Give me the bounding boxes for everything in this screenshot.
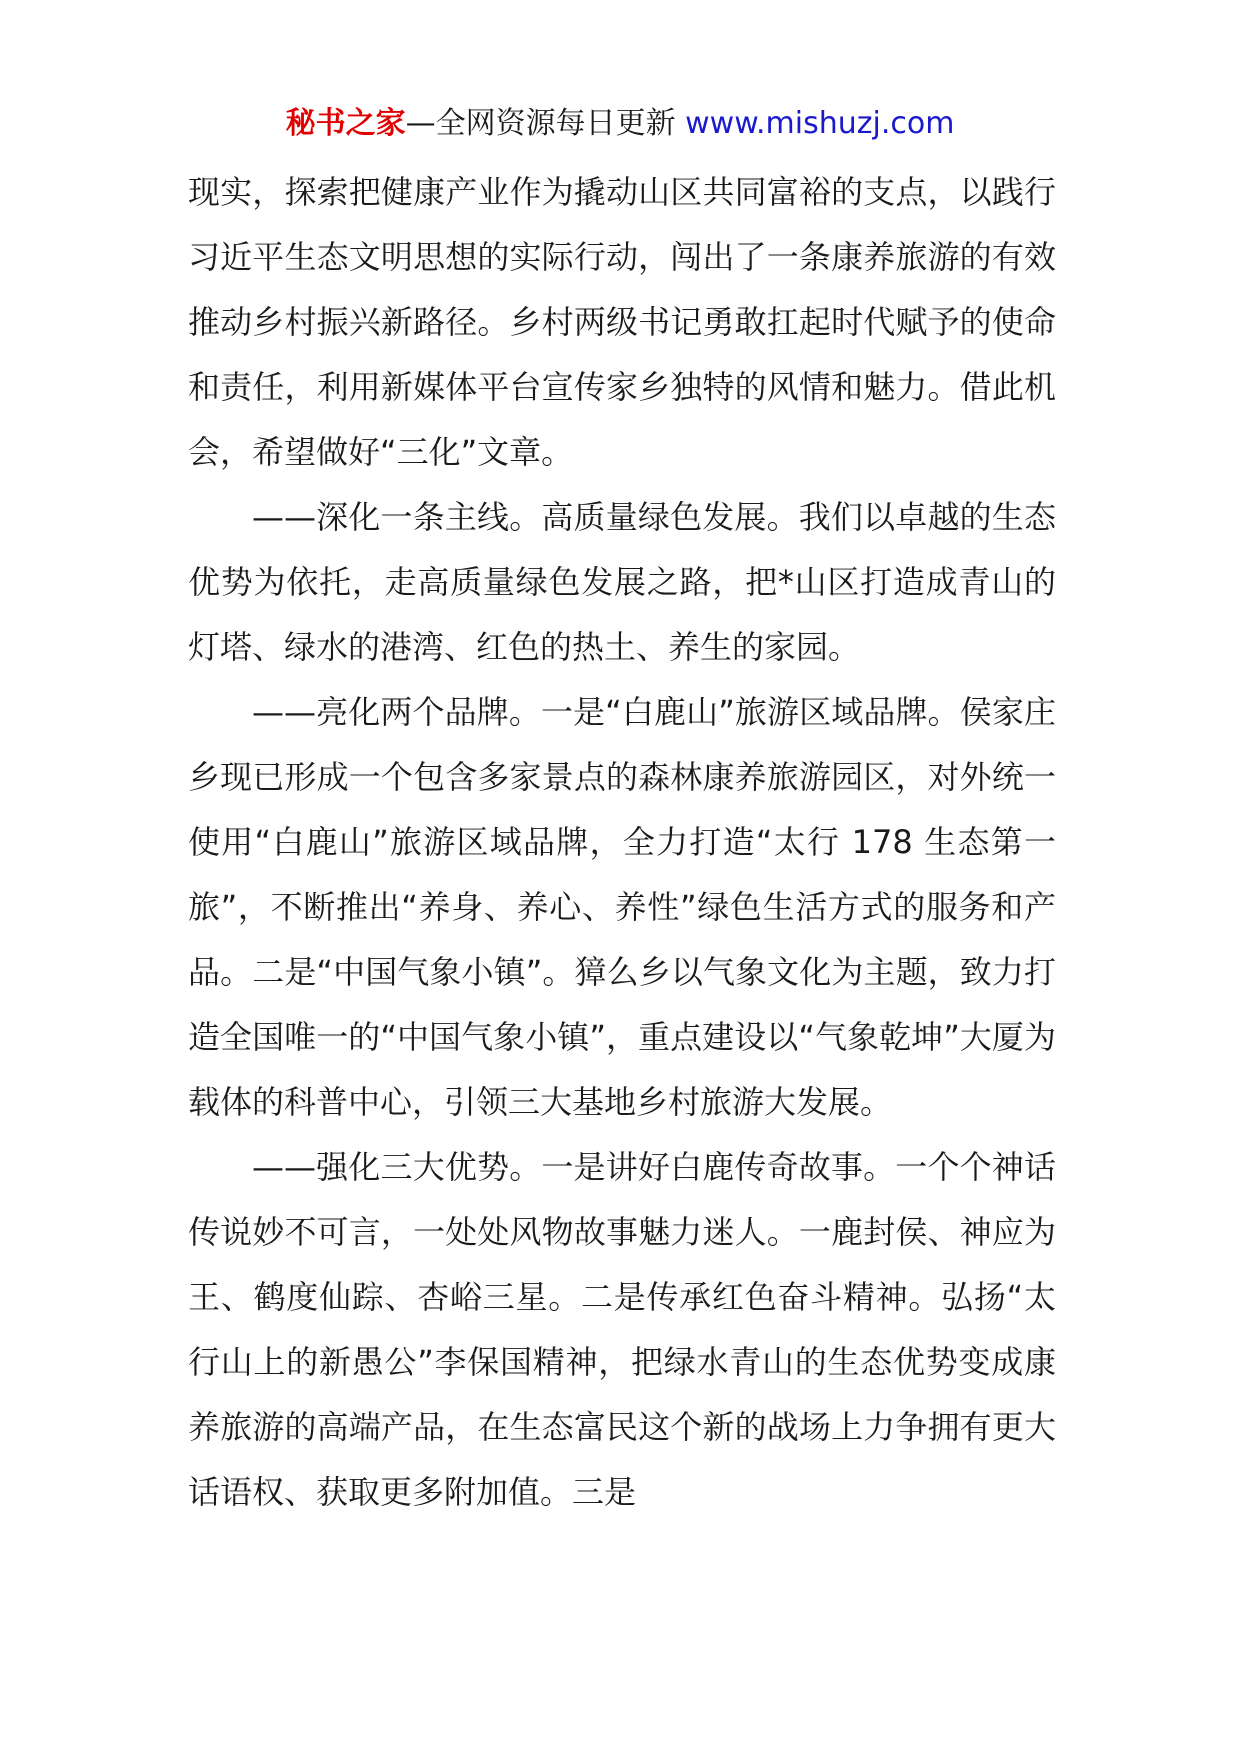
paragraph-3: ——亮化两个品牌。一是“白鹿山”旅游区域品牌。侯家庄乡现已形成一个包含多家景点的森林康养旅游园区，对外统一使用“白鹿山”旅游区域品牌，全力打造“太行 178 生态第一旅”，不断推出“养身、养心、养性”绿色生活方式的服务和产品。二是“中国气象小镇”。獐么乡以气象文化为主题，致力打造全国唯一的“中国气象小镇”，重点建设以“气象乾坤”大厦为载体的科普中心，引领三大基地乡村旅游大发展。: [188, 693, 1056, 1121]
page-header-watermark: [0, 104, 1240, 144]
document-body: [188, 160, 1056, 1525]
header-tagline: —全网资源每日更新: [405, 106, 686, 141]
paragraph-4: ——强化三大优势。一是讲好白鹿传奇故事。一个个神话传说妙不可言，一处处风物故事魅力迷人。一鹿封侯、神应为王、鹤度仙踪、杏峪三星。二是传承红色奋斗精神。弘扬“太行山上的新愚公”李保国精神，把绿水青山的生态优势变成康养旅游的高端产品，在生态富民这个新的战场上力争拥有更大话语权、获取更多附加值。三是: [188, 1148, 1056, 1511]
paragraph-2: ——深化一条主线。高质量绿色发展。我们以卓越的生态优势为依托，走高质量绿色发展之路，把*山区打造成青山的灯塔、绿水的港湾、红色的热土、养生的家园。: [188, 498, 1056, 666]
brand-name: 秘书之家: [285, 106, 406, 141]
paragraph-1: 现实，探索把健康产业作为撬动山区共同富裕的支点，以践行习近平生态文明思想的实际行动，闯出了一条康养旅游的有效推动乡村振兴新路径。乡村两级书记勇敢扛起时代赋予的使命和责任，利用新媒体平台宣传家乡独特的风情和魅力。借此机会，希望做好“三化”文章。: [188, 173, 1056, 471]
site-link[interactable]: www.mishuzj.com: [685, 106, 955, 141]
